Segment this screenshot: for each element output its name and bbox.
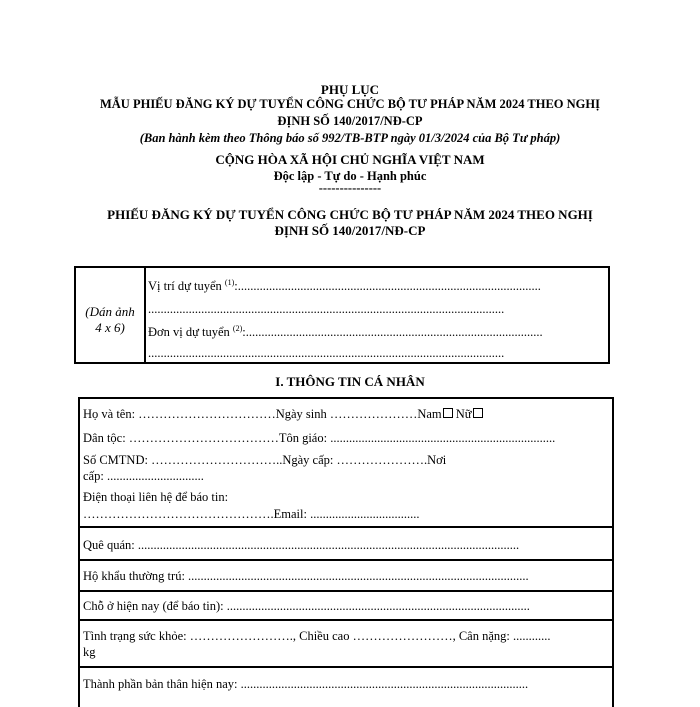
photo-label-line2: 4 x 6): [95, 320, 125, 335]
form-title-line1: MẪU PHIẾU ĐĂNG KÝ DỰ TUYỂN CÔNG CHỨC BỘ TƯ PHÁP NĂM 2024 THEO NGHỊ: [99, 97, 600, 111]
appendix-heading: PHỤ LỤC: [320, 82, 380, 97]
row-divider: [80, 666, 612, 668]
unit-dots: :...............................................................................................: [242, 325, 543, 340]
female-checkbox[interactable]: [473, 408, 483, 418]
position-field[interactable]: [148, 278, 541, 294]
name-dob-line: Họ và tên: ……………………………Ngày sinh …………………Nam: [83, 407, 442, 421]
registration-position-box: [74, 266, 610, 364]
name-dob-gender-row[interactable]: [83, 407, 483, 422]
divider: ---------------: [318, 181, 382, 195]
personal-info-table: [78, 397, 614, 707]
position-footnote: (1): [224, 278, 235, 287]
hometown-row[interactable]: Quê quán: ..........................................................................................................................: [83, 538, 520, 552]
phone-label: Điện thoại liên hệ để báo tin:: [83, 490, 229, 504]
form-title-line2: ĐỊNH SỐ 140/2017/NĐ-CP: [277, 114, 423, 128]
motto: Độc lập - Tự do - Hạnh phúc: [273, 169, 427, 183]
position-label: Vị trí dự tuyển: [148, 279, 222, 294]
position-dots: :.................................................................................................: [234, 279, 541, 294]
unit-label: Đơn vị dự tuyển: [148, 325, 230, 340]
section-personal-info-title: I. THÔNG TIN CÁ NHÂN: [275, 374, 425, 389]
health-unit: kg: [83, 645, 96, 659]
main-title-line2: ĐỊNH SỐ 140/2017/NĐ-CP: [274, 223, 426, 238]
unit-footnote: (2): [232, 324, 243, 333]
row-divider: [80, 559, 612, 561]
ethnic-religion-row[interactable]: Dân tộc: ………………………………Tôn giáo: ........................................................................: [83, 431, 556, 445]
health-row[interactable]: Tình trạng sức khỏe: ……………………., Chiều cao ……………………, Cân nặng: ............: [83, 629, 551, 643]
background-row[interactable]: Thành phần bản thân hiện nay: ............................................................................................: [83, 677, 529, 691]
male-checkbox[interactable]: [443, 408, 453, 418]
female-label: Nữ: [452, 407, 472, 421]
unit-field[interactable]: [148, 324, 543, 340]
unit-field-line2[interactable]: ..................................................................................................................: [148, 346, 505, 360]
position-field-line2[interactable]: ..................................................................................................................: [148, 302, 505, 316]
photo-placeholder: [76, 268, 146, 362]
row-divider: [80, 619, 612, 621]
id-card-row[interactable]: Số CMTND: …………………………..Ngày cấp: ………………….Nơi: [83, 453, 447, 467]
row-divider: [80, 590, 612, 592]
id-place-row[interactable]: cấp: ...............................: [83, 469, 204, 483]
residence-row[interactable]: Chỗ ở hiện nay (để báo tin): .................................................................................................: [83, 599, 530, 613]
phone-email-row[interactable]: ……………………………………….Email: ...................................: [83, 507, 420, 521]
nation-heading: CỘNG HÒA XÃ HỘI CHỦ NGHĨA VIỆT NAM: [215, 152, 485, 167]
photo-label-line1: (Dán ảnh: [85, 304, 135, 319]
household-row[interactable]: Hộ khẩu thường trú: .............................................................................................................: [83, 569, 529, 583]
issued-note: (Ban hành kèm theo Thông báo số 992/TB-BTP ngày 01/3/2024 của Bộ Tư pháp): [139, 131, 561, 145]
row-divider: [80, 526, 612, 528]
main-title-line1: PHIẾU ĐĂNG KÝ DỰ TUYỂN CÔNG CHỨC BỘ TƯ PHÁP NĂM 2024 THEO NGHỊ: [107, 207, 593, 222]
